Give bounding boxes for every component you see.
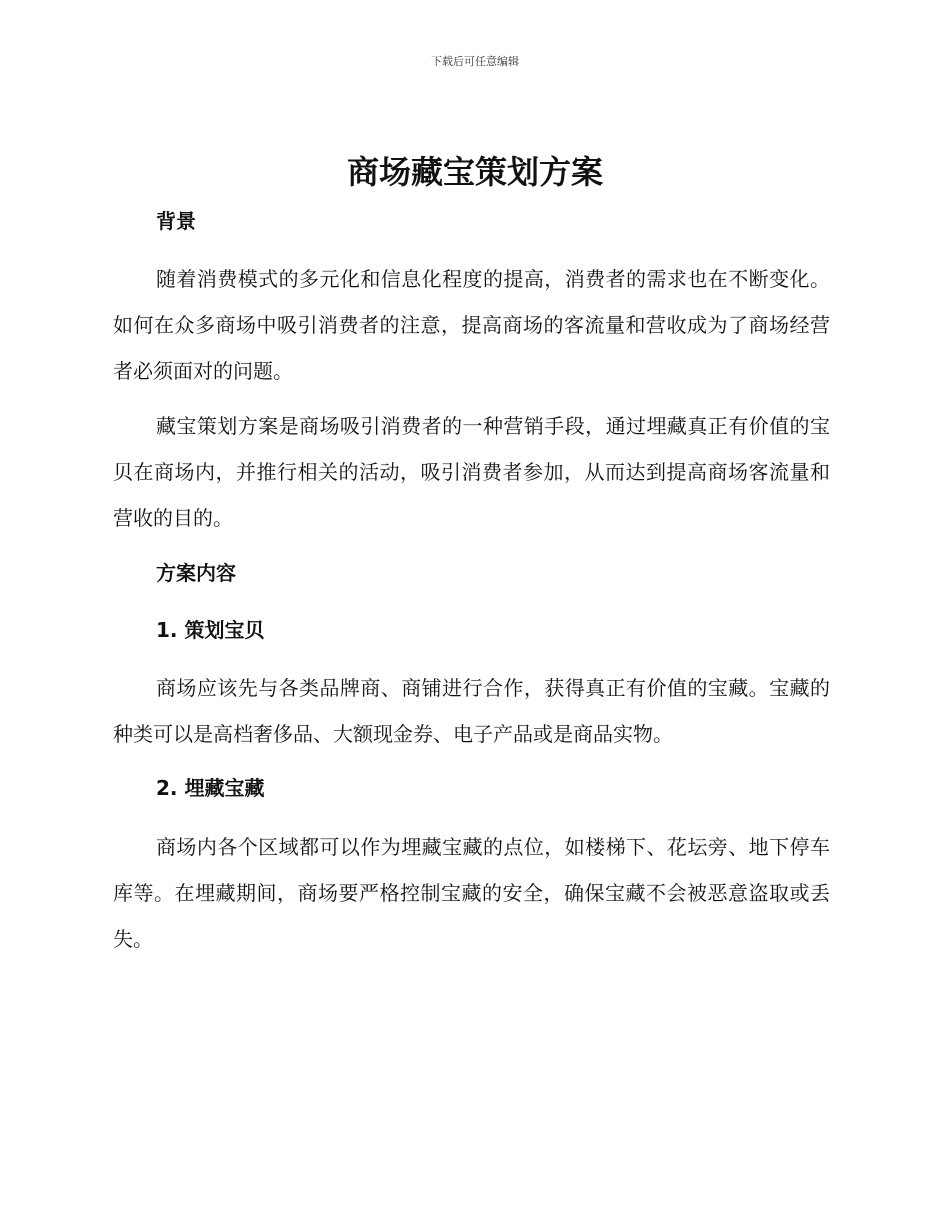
paragraph-background-2: 藏宝策划方案是商场吸引消费者的一种营销手段，通过埋藏真正有价值的宝贝在商场内，并推行相关的活动，吸引消费者参加，从而达到提高商场客流量和营收的目的。 bbox=[113, 414, 830, 530]
subheading-plan-1: 1. 策划宝贝 bbox=[156, 618, 265, 642]
document-title: 商场藏宝策划方案 bbox=[346, 153, 603, 191]
subheading-plan-2: 2. 埋藏宝藏 bbox=[156, 776, 265, 800]
section-heading-background: 背景 bbox=[156, 209, 196, 233]
section-heading-plan: 方案内容 bbox=[156, 561, 236, 585]
paragraph-plan-2: 商场内各个区域都可以作为埋藏宝藏的点位，如楼梯下、花坛旁、地下停车库等。在埋藏期间，商场要严格控制宝藏的安全，确保宝藏不会被恶意盗取或丢失。 bbox=[113, 835, 830, 951]
paragraph-background-1: 随着消费模式的多元化和信息化程度的提高，消费者的需求也在不断变化。如何在众多商场中吸引消费者的注意，提高商场的客流量和营收成为了商场经营者必须面对的问题。 bbox=[113, 267, 830, 383]
paragraph-plan-1: 商场应该先与各类品牌商、商铺进行合作，获得真正有价值的宝藏。宝藏的种类可以是高档奢侈品、大额现金券、电子产品或是商品实物。 bbox=[113, 676, 830, 746]
header-note: 下载后可任意编辑 bbox=[431, 55, 519, 68]
